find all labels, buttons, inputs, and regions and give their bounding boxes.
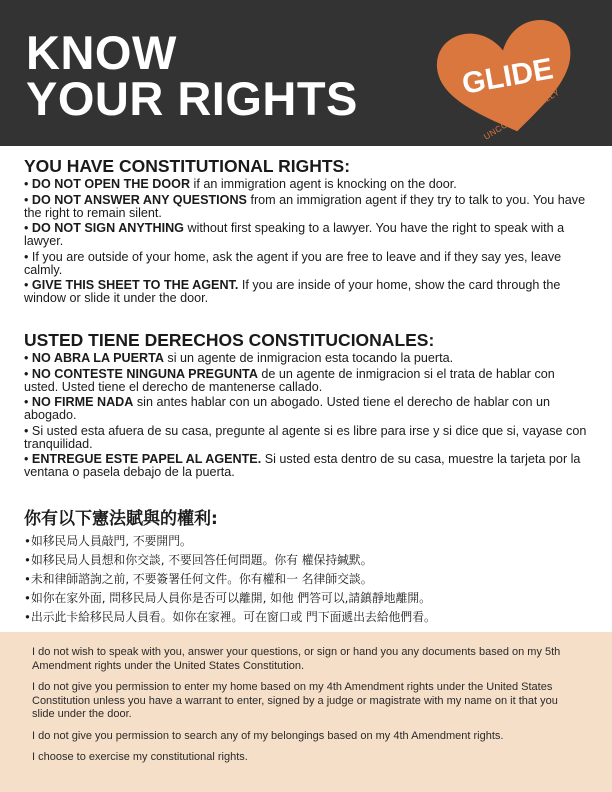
chinese-heading: 你有以下憲法賦與的權利: — [24, 509, 218, 529]
rights-item-emphasis: NO FIRME NADA — [31, 395, 134, 409]
rights-item-emphasis: DO NOT SIGN ANYTHING — [31, 221, 184, 235]
rights-item-text: from an immigration agent if they try to talk to you. You have the right to remain silent. — [24, 192, 586, 220]
rights-item-text: without first speaking to a lawyer. You have the right to speak with a lawyer. — [24, 221, 565, 248]
rights-item: • NO FIRME NADA sin antes hablar con un abogado. Usted tiene el derecho de hablar con un abogado. — [24, 395, 550, 422]
title-line-2: YOUR RIGHTS — [26, 72, 358, 125]
chinese-section — [24, 508, 590, 627]
logo-wordmark: GLIDE — [459, 52, 556, 101]
glide-heart-logo — [428, 14, 588, 144]
chinese-rights-item: •如移民局人員想和你交談, 不要回答任何問題。你有 權保持緘默。 — [24, 553, 373, 567]
english-section — [24, 156, 590, 308]
statement-paragraph: I do not give you permission to enter my home based on my 4th Amendment rights under the United States Constitution unless you have a warrant to enter, signed by a judge or magistrate with my name on it that you slide under the door. — [32, 681, 558, 720]
english-rights-list — [24, 178, 590, 305]
chinese-rights-list — [24, 532, 590, 627]
chinese-rights-item: •如移民局人員敲門, 不要開門。 — [24, 534, 192, 548]
chinese-rights-item: •如你在家外面, 問移民局人員你是否可以離開, 如他 們答可以,請鎮靜地離開。 — [24, 591, 431, 605]
spanish-heading: USTED TIENE DERECHOS CONSTITUCIONALES: — [24, 330, 435, 350]
rights-item-text: if an immigration agent is knocking on the door. — [190, 177, 457, 191]
rights-item-text: If you are inside of your home, show the card through the window or slide it under the door. — [24, 278, 561, 305]
rights-item: • DO NOT ANSWER ANY QUESTIONS from an immigration agent if they try to talk to you. You have the right to remain silent. — [24, 192, 586, 220]
statement-panel — [0, 632, 612, 792]
rights-item-emphasis: ENTREGUE ESTE PAPEL AL AGENTE. — [31, 452, 262, 466]
rights-item: • NO ABRA LA PUERTA si un agente de inmigracion esta tocando la puerta. — [24, 351, 454, 365]
rights-item: • ENTREGUE ESTE PAPEL AL AGENTE. Si usted esta dentro de su casa, muestre la tarjeta por la ventana o pasela debajo de la puerta. — [24, 452, 581, 479]
rights-item-text: If you are outside of your home, ask the agent if you are free to leave and if they say yes, leave calmly. — [24, 249, 562, 277]
rights-item-text: Si usted esta dentro de su casa, muestre la tarjeta por la ventana o pasela debajo de la puerta. — [24, 452, 581, 479]
spanish-rights-list — [24, 352, 590, 479]
rights-item: • Si usted esta afuera de su casa, pregunte al agente si es libre para irse y si dice que si, vayase con tranquilidad. — [24, 423, 587, 451]
rights-item-emphasis: NO CONTESTE NINGUNA PREGUNTA — [31, 366, 258, 381]
rights-item-emphasis: NO ABRA LA PUERTA — [31, 351, 164, 365]
rights-item: • NO CONTESTE NINGUNA PREGUNTA de un agente de inmigracion si el trata de hablar con usted. Usted tiene el derecho de mantenerse callado. — [24, 366, 555, 394]
statement-list — [32, 646, 572, 773]
logo-tagline: UNCONDITIONALLY — [481, 86, 562, 142]
rights-item: • DO NOT OPEN THE DOOR if an immigration agent is knocking on the door. — [24, 177, 457, 191]
statement-paragraph: I do not wish to speak with you, answer your questions, or sign or hand you any documents based on my 5th Amendment rights under the United States Constitution. — [32, 646, 561, 672]
english-heading: YOU HAVE CONSTITUTIONAL RIGHTS: — [24, 156, 351, 176]
rights-item-emphasis: GIVE THIS SHEET TO THE AGENT. — [31, 278, 239, 292]
title-line-1: KNOW — [26, 26, 177, 79]
rights-item-text: sin antes hablar con un abogado. Usted tiene el derecho de hablar con un abogado. — [24, 395, 550, 422]
header-band — [0, 0, 612, 146]
rights-item: • If you are outside of your home, ask the agent if you are free to leave and if they say yes, leave calmly. — [24, 249, 562, 277]
rights-item-text: de un agente de inmigracion si el trata de hablar con usted. Usted tiene el derecho de mantenerse callado. — [24, 366, 555, 394]
rights-item: • DO NOT SIGN ANYTHING without first speaking to a lawyer. You have the right to speak with a lawyer. — [24, 221, 565, 248]
chinese-rights-item: •未和律師諮詢之前, 不要簽署任何文件。你有權和一 名律師交談。 — [24, 572, 373, 586]
rights-item-emphasis: DO NOT ANSWER ANY QUESTIONS — [31, 192, 247, 207]
rights-item-text: si un agente de inmigracion esta tocando la puerta. — [163, 351, 454, 365]
chinese-rights-item: •出示此卡給移民局人員看。如你在家裡。可在窗口或 門下面遞出去給他們看。 — [24, 610, 436, 624]
statement-paragraph: I choose to exercise my constitutional rights. — [32, 751, 248, 763]
rights-item-emphasis: DO NOT OPEN THE DOOR — [31, 177, 191, 191]
rights-item-text: Si usted esta afuera de su casa, pregunte al agente si es libre para irse y si dice que si, vayase con tranquilidad. — [24, 423, 587, 451]
spanish-section — [24, 330, 590, 482]
page-title — [26, 26, 358, 125]
statement-paragraph: I do not give you permission to search any of my belongings based on my 4th Amendment rights. — [32, 729, 504, 742]
rights-item: • GIVE THIS SHEET TO THE AGENT. If you are inside of your home, show the card through the window or slide it under the door. — [24, 278, 561, 305]
